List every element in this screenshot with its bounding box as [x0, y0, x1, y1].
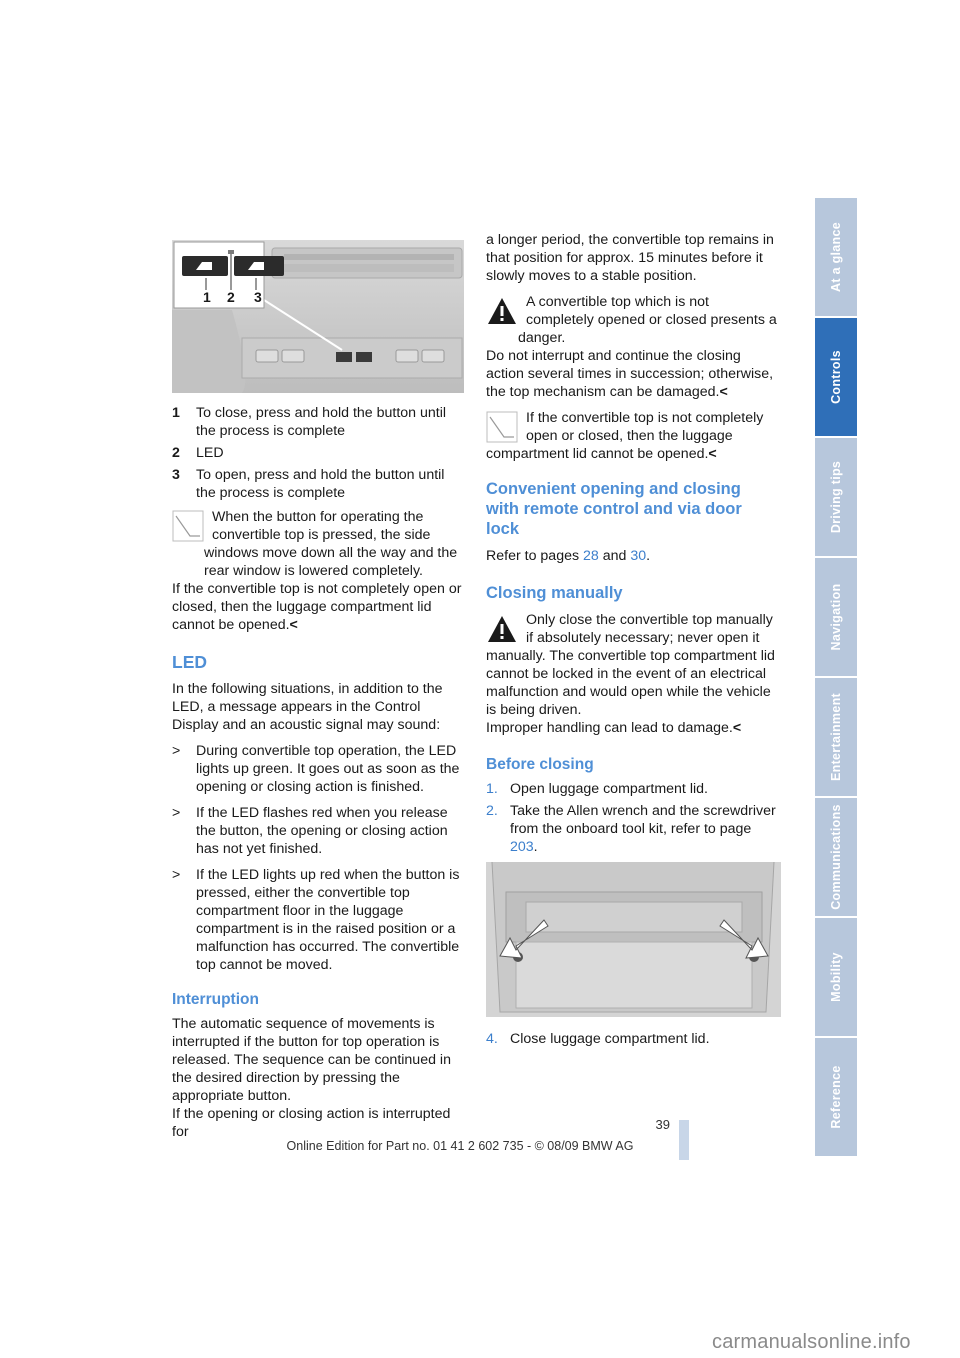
step-1: 1. Open luggage compartment lid. — [486, 781, 708, 797]
tab-reference[interactable]: Reference — [815, 1038, 857, 1158]
interruption-text-b: If the opening or closing action is interrupted for — [172, 1106, 451, 1140]
tab-entertainment[interactable]: Entertainment — [815, 678, 857, 798]
warning-top-danger-b: Do not interrupt and continue the closing action several times in succession; otherwise, the top mechanism can be damaged.< — [486, 348, 774, 400]
note-arrow-icon — [172, 510, 204, 542]
led-intro: In the following situations, in addition to the LED, a message appears in the Control Display and an acoustic signal may sound: — [172, 681, 443, 733]
legend-item-2: 2 LED — [172, 445, 224, 461]
led-heading: LED — [172, 652, 207, 672]
bullet-item: > If the LED flashes red when you release the button, the opening or closing action has not yet finished. — [172, 805, 448, 857]
manual-heading: Closing manually — [486, 584, 623, 602]
step-2: 2. Take the Allen wrench and the screwdriver from the onboard tool kit, refer to page 203. — [486, 803, 776, 855]
legend-item-1: 1 To close, press and hold the button until the process is complete — [172, 405, 447, 439]
warning-top-danger: A convertible top which is not completely opened or closed presents a danger. Do not interrupt and continue the closing action several times in succession; otherwise, the top mechanism can be damaged.< — [486, 294, 777, 400]
before-heading: Before closing — [486, 756, 594, 773]
left-column — [172, 404, 464, 1141]
convertible-top-buttons-figure — [172, 240, 464, 393]
watermark: carmanualsonline.info — [712, 1331, 911, 1353]
callout-1: 1 — [203, 289, 211, 305]
tab-mobility[interactable]: Mobility — [815, 918, 857, 1038]
warning-triangle-icon — [486, 295, 518, 327]
footer-text: Online Edition for Part no. 01 41 2 602 735 - © 08/09 BMW AG — [286, 1139, 634, 1153]
tab-controls[interactable]: Controls — [815, 318, 857, 438]
bullet-item: > During convertible top operation, the LED lights up green. It goes out as soon as the opening or closing action is finished. — [172, 743, 460, 795]
note-arrow-icon — [486, 411, 518, 443]
luggage-compartment-figure — [486, 862, 781, 1017]
warning-triangle-icon — [486, 613, 518, 645]
interruption-heading: Interruption — [172, 991, 259, 1008]
page-link-28[interactable]: 28 — [583, 548, 599, 564]
page-link-30[interactable]: 30 — [630, 548, 647, 564]
right-column — [486, 231, 778, 932]
page-link-203[interactable]: 203 — [510, 839, 534, 855]
warning-manual: Only close the convertible top manually if absolutely necessary; never open it manually. The convertible top compartment lid cannot be locked in the event of an electrical malfunction and would open while the vehicle is being driven. Improper handling can lead to damage.< — [486, 611, 778, 737]
warning-manual-b: Improper handling can lead to damage.< — [486, 720, 742, 736]
legend-item-3: 3 To open, press and hold the button until the process is complete — [172, 467, 445, 501]
note-side-windows-b: If the convertible top is not completely open or closed, then the luggage compartment lid cannot be opened.< — [172, 581, 462, 633]
step-4: 4. Close luggage compartment lid. — [486, 1031, 710, 1047]
console-illustration — [172, 240, 464, 393]
bullet-item: > If the LED lights up red when the button is pressed, either the convertible top compartment floor in the luggage compartment is in the raised position or a malfunction has occurred. The convertible top cannot be moved. — [172, 867, 460, 973]
page-marker-bar — [679, 1120, 689, 1160]
note-side-windows: When the button for operating the convertible top is pressed, the side windows move down all the way and the rear window is lowered completely. If the convertible top is not completely open or closed, then the luggage compartment lid cannot be opened.< — [172, 508, 464, 634]
continued-text: a longer period, the convertible top remains in that position for approx. 15 minutes before it slowly moves to a stable position. — [486, 232, 774, 284]
tab-communications[interactable]: Communications — [815, 798, 857, 918]
tab-driving-tips[interactable]: Driving tips — [815, 438, 857, 558]
interruption-text: The automatic sequence of movements is interrupted if the button for top operation is released. The sequence can be continued in the desired direction by pressing the appropriate button. — [172, 1016, 451, 1104]
callout-2: 2 — [227, 289, 235, 305]
chapter-tabs — [815, 198, 857, 1158]
tab-navigation[interactable]: Navigation — [815, 558, 857, 678]
page-number: 39 — [655, 1117, 670, 1132]
tab-at-a-glance[interactable]: At a glance — [815, 198, 857, 318]
remote-heading: Convenient opening and closing with remote control and via door lock — [486, 480, 742, 538]
note-luggage-lid: If the convertible top is not completely open or closed, then the luggage compartment lid cannot be opened.< — [486, 410, 764, 462]
callout-3: 3 — [254, 289, 262, 305]
trunk-illustration — [486, 862, 781, 1017]
refer-pages: Refer to pages 28 and 30. — [486, 548, 651, 564]
